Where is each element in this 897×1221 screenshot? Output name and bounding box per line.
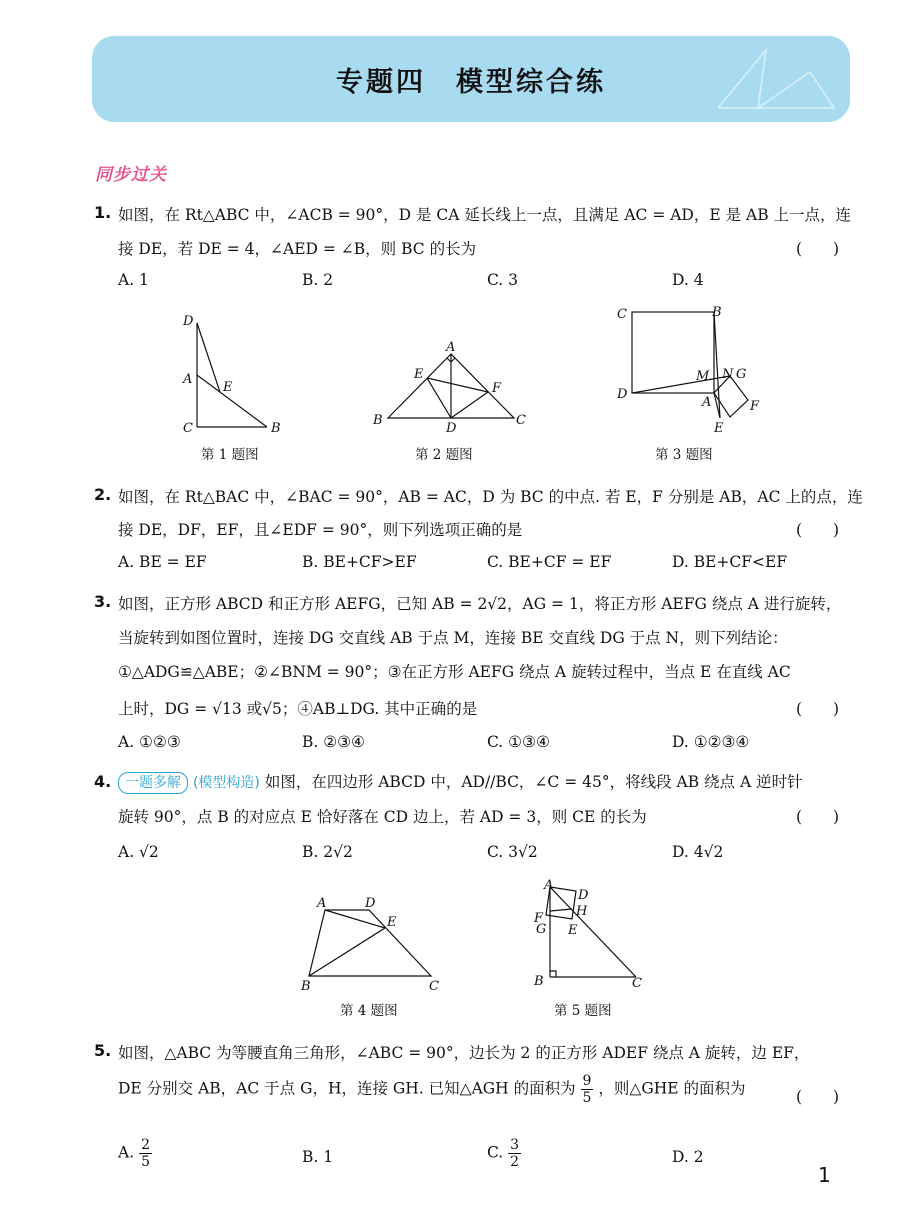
answer-paren: ( ) (796, 240, 840, 258)
question-text: 旋转 90°，点 B 的对应点 E 恰好落在 CD 边上，若 AD = 3，则 CE 的长为 (118, 808, 647, 826)
fig4-label: A (317, 896, 327, 911)
figure-4 (295, 892, 455, 994)
option-a: A. √2 (118, 843, 159, 861)
fig3-label: N (722, 367, 734, 382)
tag-model: (模型构造) (192, 775, 260, 791)
answer-paren: ( ) (796, 700, 840, 718)
fig2-label: A (446, 340, 456, 355)
fig5-label: D (578, 888, 589, 903)
section-label: 同步过关 (95, 165, 167, 185)
question-text: 如图，正方形 ABCD 和正方形 AEFG，已知 AB = 2√2，AG = 1，将正方形 AEFG 绕点 A 进行旋转， (118, 595, 842, 613)
question-number: 2. (94, 485, 112, 504)
option-c: C. ①③④ (487, 733, 550, 751)
option-c: C. BE+CF = EF (487, 553, 612, 571)
option-b: B. 2√2 (302, 843, 353, 861)
question-line (118, 1073, 745, 1106)
option-d: D. 4 (672, 271, 704, 289)
fig5-label: A (544, 878, 554, 893)
figure-2 (368, 340, 533, 435)
figure-caption: 第 4 题图 (340, 1003, 398, 1019)
fig4-label: C (429, 979, 439, 994)
fig3-label: G (736, 367, 747, 382)
fig2-label: B (373, 413, 383, 428)
fig2-label: C (516, 413, 526, 428)
page-title: 专题四 模型综合练 (336, 67, 606, 98)
question-line (118, 770, 803, 794)
figure-caption: 第 5 题图 (554, 1003, 612, 1019)
fig5-label: F (534, 911, 544, 926)
question-text: 如图，在 Rt△BAC 中，∠BAC = 90°，AB = AC，D 为 BC 的中点. 若 E，F 分别是 AB，AC 上的点，连 (118, 488, 863, 506)
fig1-label: A (183, 372, 193, 387)
figure-5 (528, 877, 653, 995)
question-text: DE 分别交 AB，AC 于点 G，H，连接 GH. 已知△AGH 的面积为 (118, 1079, 576, 1098)
fig3-label: E (714, 421, 724, 436)
question-number: 4. (94, 772, 112, 791)
fig4-label: D (365, 896, 376, 911)
option-c: C. 3 (487, 271, 519, 289)
option-d: D. ①②③④ (672, 733, 750, 751)
option-b: B. BE+CF>EF (302, 553, 417, 571)
option-b: B. 2 (302, 271, 334, 289)
question-text: ，则△GHE 的面积为 (598, 1079, 746, 1098)
fig3-label: B (712, 305, 722, 320)
option-a: A. 1 (118, 271, 149, 289)
option-a: A. $\frac{2}{5}$ (118, 1137, 150, 1170)
figure-caption: 第 2 题图 (415, 447, 473, 463)
figure-1 (175, 305, 295, 440)
option-d: D. BE+CF<EF (672, 553, 788, 571)
question-number: 1. (94, 203, 112, 222)
fig3-label: M (696, 369, 710, 384)
fig5-label: B (534, 974, 544, 989)
answer-paren: ( ) (796, 808, 840, 826)
figure-3 (612, 300, 772, 440)
fig5-label: C (632, 976, 642, 991)
fig1-label: D (183, 314, 194, 329)
fig3-label: F (750, 399, 760, 414)
fig4-label: E (387, 915, 397, 930)
option-d: D. 2 (672, 1148, 704, 1166)
fig3-label: C (617, 307, 627, 322)
fraction-area: $\frac{9}{5}$ (582, 1073, 592, 1106)
option-a: A. BE = EF (118, 553, 207, 571)
option-b: B. 1 (302, 1148, 334, 1166)
fig2-label: F (492, 381, 502, 396)
option-a: A. ①②③ (118, 733, 181, 751)
answer-paren: ( ) (796, 1088, 840, 1106)
question-number: 5. (94, 1041, 112, 1060)
triangle-decoration-icon (710, 42, 840, 114)
fig3-label: A (702, 395, 712, 410)
fig4-label: B (301, 979, 311, 994)
fig1-label: E (223, 380, 233, 395)
fig1-label: C (183, 421, 193, 436)
question-number: 3. (94, 592, 112, 611)
option-c: C. 3√2 (487, 843, 538, 861)
fraction-option-c: $\frac{3}{2}$ (510, 1137, 520, 1170)
figure-caption: 第 3 题图 (655, 447, 713, 463)
answer-paren: ( ) (796, 521, 840, 539)
question-text: 接 DE，DF，EF，且∠EDF = 90°，则下列选项正确的是 (118, 521, 523, 539)
question-text: 如图，△ABC 为等腰直角三角形，∠ABC = 90°，边长为 2 的正方形 ADEF 绕点 A 旋转，边 EF， (118, 1044, 810, 1062)
fig5-label: E (568, 923, 578, 938)
question-text: 如图，在四边形 ABCD 中，AD//BC，∠C = 45°，将线段 AB 绕点 A 逆时针 (264, 773, 803, 791)
fig2-label: E (414, 367, 424, 382)
question-text: 如图，在 Rt△ABC 中，∠ACB = 90°，D 是 CA 延长线上一点，且满足 AC = AD，E 是 AB 上一点，连 (118, 206, 852, 224)
fig2-label: D (446, 421, 457, 435)
question-text: 上时，DG = √13 或√5；④AB⊥DG. 其中正确的是 (118, 700, 478, 718)
fig3-label: D (617, 387, 628, 402)
option-c: C. $\frac{3}{2}$ (487, 1137, 520, 1170)
option-d: D. 4√2 (672, 843, 724, 861)
title-banner (92, 36, 850, 122)
fraction-option-a: $\frac{2}{5}$ (141, 1137, 150, 1170)
question-text: 当旋转到如图位置时，连接 DG 交直线 AB 于点 M，连接 BE 交直线 DG 于点 N，则下列结论： (118, 629, 788, 647)
tag-multi-solution: 一题多解 (118, 772, 188, 794)
fig5-label: H (576, 904, 588, 919)
page-number: 1 (818, 1163, 831, 1187)
option-b: B. ②③④ (302, 733, 365, 751)
fig5-label: G (536, 922, 547, 937)
fig1-label: B (271, 421, 281, 436)
figure-caption: 第 1 题图 (201, 447, 259, 463)
question-text: 接 DE，若 DE = 4，∠AED = ∠B，则 BC 的长为 (118, 240, 477, 258)
question-text: ①△ADG≌△ABE；②∠BNM = 90°；③在正方形 AEFG 绕点 A 旋转过程中，当点 E 在直线 AC (118, 663, 791, 681)
